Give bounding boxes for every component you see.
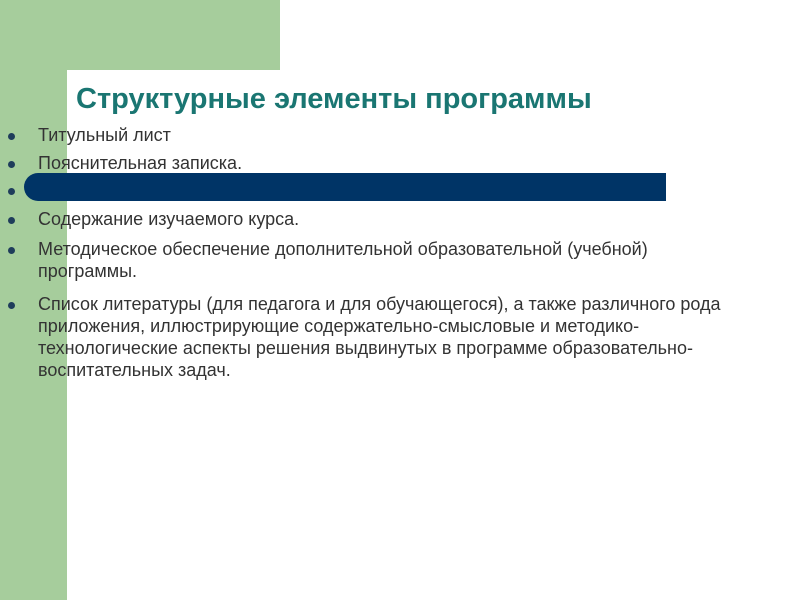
bullet-dot-icon <box>8 247 15 254</box>
bullet-dot-icon <box>8 161 15 168</box>
bullet-item-literature: Список литературы (для педагога и для обучающегося), а также различного рода приложения, иллюстрирующие содержательно-смысловые и методико-технологические аспекты решения выдвинутых в программе образовательно-воспитательных задач. <box>38 294 721 380</box>
bullet-item-explanatory-note: Пояснительная записка. <box>38 153 243 173</box>
bullet-item-course-content: Содержание изучаемого курса. <box>38 209 300 229</box>
bullet-item-title-page: Титульный лист <box>38 125 171 145</box>
decorative-top-block <box>0 0 280 70</box>
bullet-dot-icon <box>8 133 15 140</box>
bullet-dot-icon <box>8 217 15 224</box>
highlight-bar <box>24 173 666 201</box>
slide-title: Структурные элементы программы <box>76 83 592 115</box>
bullet-item-methodical-support: Методическое обеспечение дополнительной образовательной (учебной) программы. <box>38 239 648 281</box>
bullet-dot-icon <box>8 188 15 195</box>
bullet-dot-icon <box>8 302 15 309</box>
